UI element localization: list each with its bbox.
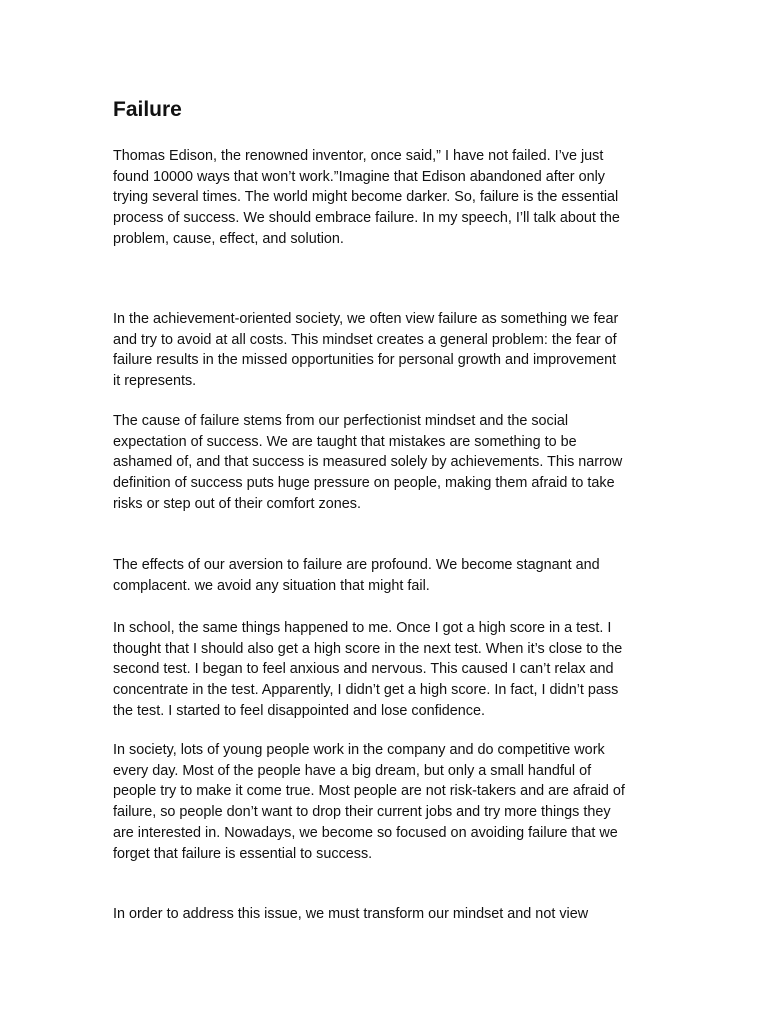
paragraph-line: it represents. (113, 373, 197, 390)
paragraph-line: every day. Most of the people have a big dream, but only a small handful of (113, 762, 592, 779)
paragraph-problem (113, 309, 618, 392)
paragraph-line: In society, lots of young people work in the company and do competitive work (113, 742, 605, 758)
paragraph-line: risks or step out of their comfort zones. (113, 495, 361, 512)
paragraph-line: failure, so people don’t want to drop their current jobs and try more things they (113, 804, 611, 821)
paragraph-school-example (113, 618, 622, 722)
paragraph-line: failure results in the missed opportunities for personal growth and improvement (113, 352, 617, 369)
paragraph-line: The cause of failure stems from our perfectionist mindset and the social (113, 413, 569, 429)
paragraph-line: thought that I should also get a high score in the next test. When it’s close to the (113, 640, 623, 657)
paragraph-line: concentrate in the test. Apparently, I didn’t get a high score. In fact, I didn’t pass (113, 682, 619, 699)
paragraph-society-example (113, 740, 625, 864)
paragraph-intro (113, 146, 620, 250)
paragraph-cause (113, 411, 622, 515)
paragraph-line: process of success. We should embrace failure. In my speech, I’ll talk about the (113, 210, 620, 227)
paragraph-line: are interested in. Nowadays, we become so focused on avoiding failure that we (113, 824, 618, 841)
paragraph-line: ashamed of, and that success is measured solely by achievements. This narrow (113, 454, 623, 471)
paragraph-line: expectation of success. We are taught that mistakes are something to be (113, 433, 577, 450)
paragraph-line: In school, the same things happened to me. Once I got a high score in a test. I (113, 620, 612, 636)
paragraph-line: found 10000 ways that won’t work.”Imagine that Edison abandoned after only (113, 168, 605, 185)
paragraph-line: The effects of our aversion to failure are profound. We become stagnant and (113, 557, 600, 573)
paragraph-line: In order to address this issue, we must transform our mindset and not view (113, 906, 589, 922)
paragraph-effects (113, 555, 600, 596)
paragraph-line: Thomas Edison, the renowned inventor, once said,” I have not failed. I’ve just (113, 148, 604, 164)
paragraph-line: In the achievement-oriented society, we often view failure as something we fear (113, 311, 619, 327)
paragraph-line: definition of success puts huge pressure on people, making them afraid to take (113, 475, 615, 492)
paragraph-line: problem, cause, effect, and solution. (113, 230, 344, 247)
paragraph-line: people try to make it come true. Most people are not risk-takers and are afraid of (113, 783, 625, 800)
paragraph-line: forget that failure is essential to success. (113, 845, 373, 862)
paragraph-line: second test. I began to feel anxious and nervous. This caused I can’t relax and (113, 661, 614, 678)
paragraph-line: and try to avoid at all costs. This mindset creates a general problem: the fear of (113, 331, 617, 348)
paragraph-line: the test. I started to feel disappointed and lose confidence. (113, 702, 486, 719)
document-title: Failure (113, 98, 182, 121)
paragraph-line: trying several times. The world might become darker. So, failure is the essential (113, 189, 619, 206)
paragraph-line: complacent. we avoid any situation that might fail. (113, 577, 430, 594)
paragraph-solution (113, 904, 588, 925)
